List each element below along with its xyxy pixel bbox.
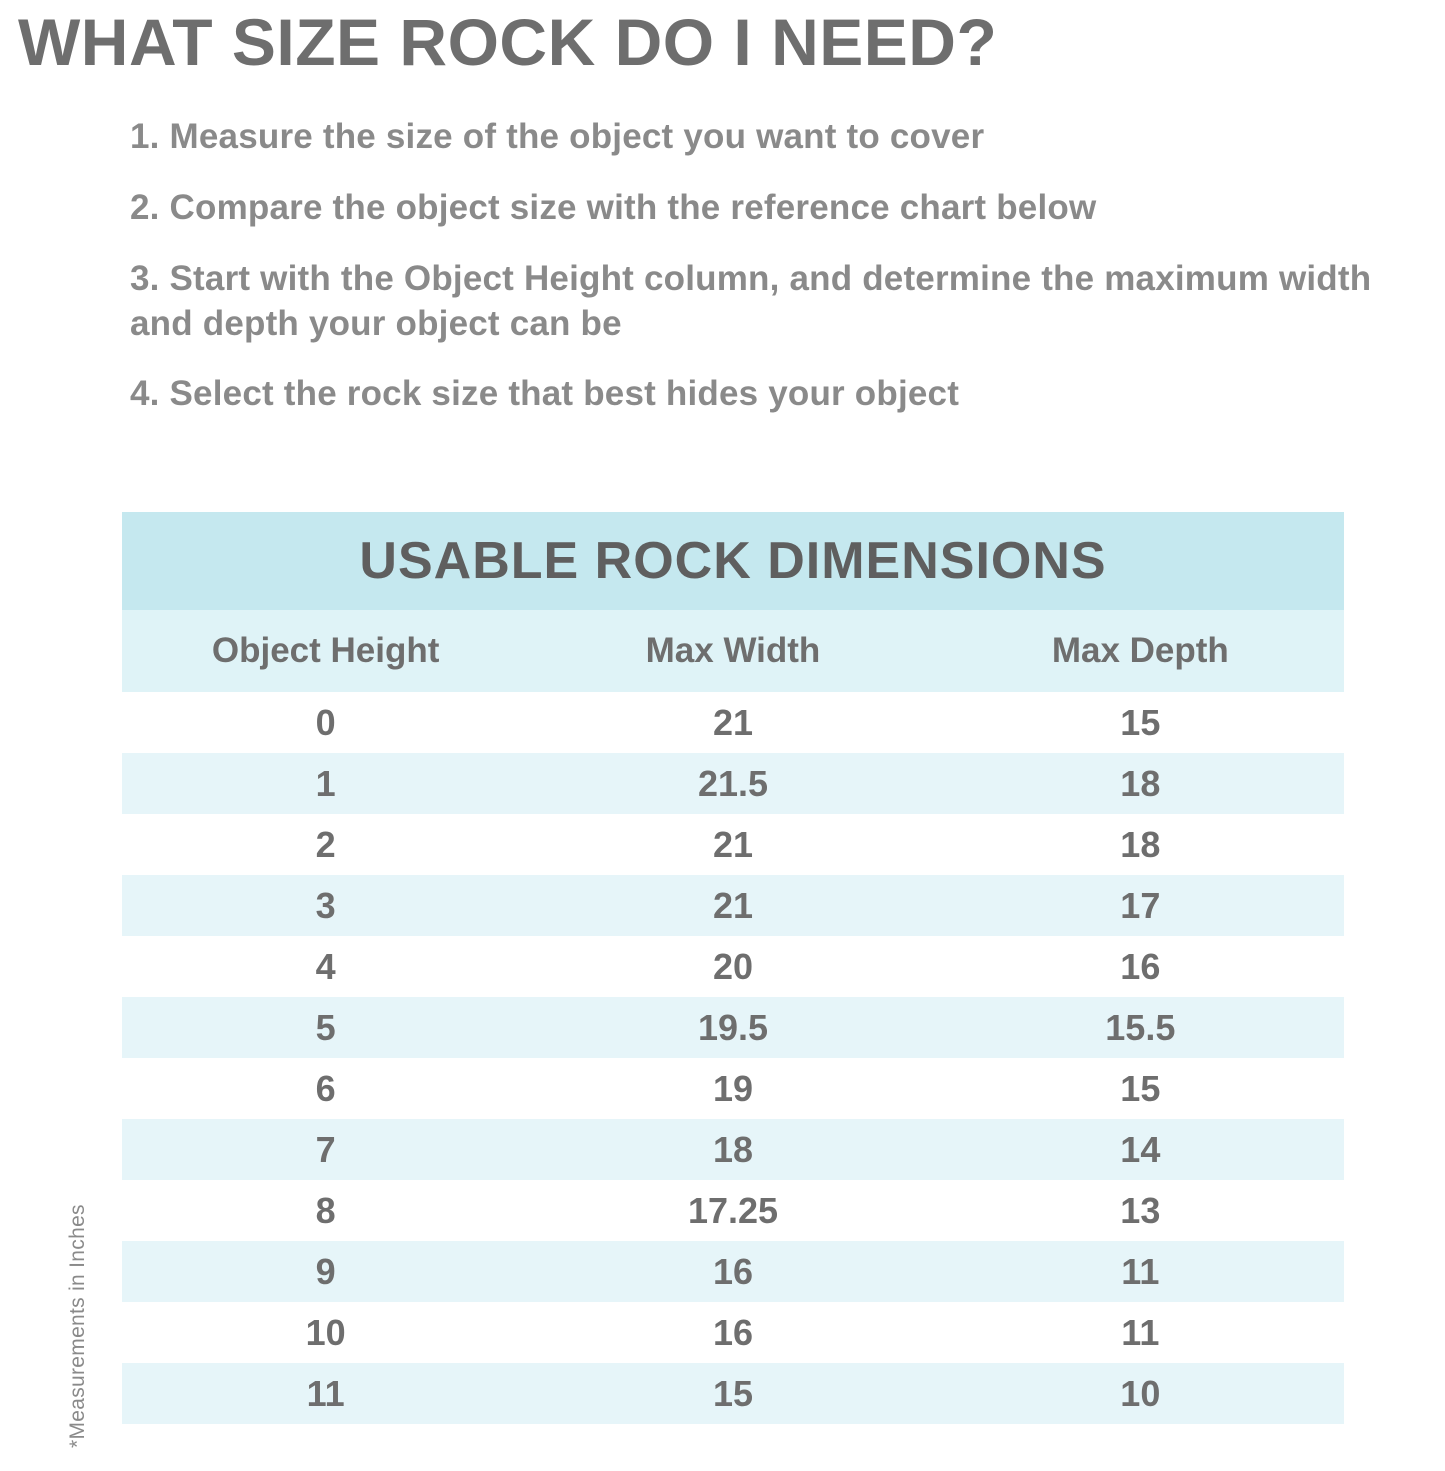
- cell-max-width: 19.5: [529, 997, 936, 1058]
- cell-object-height: 11: [122, 1363, 529, 1424]
- cell-object-height: 4: [122, 936, 529, 997]
- column-header-max-depth: [937, 610, 1344, 692]
- cell-max-depth: 16: [937, 936, 1344, 997]
- table-row: [122, 1058, 1344, 1119]
- cell-max-width: 16: [529, 1241, 936, 1302]
- instruction-step-2: 2. Compare the object size with the reference chart below: [130, 188, 1097, 228]
- column-header-max-width: [529, 610, 936, 692]
- instruction-step-4: 4. Select the rock size that best hides your object: [130, 374, 960, 414]
- cell-max-depth: 18: [937, 753, 1344, 814]
- table-banner-label: USABLE ROCK DIMENSIONS: [359, 532, 1107, 590]
- cell-object-height: 1: [122, 753, 529, 814]
- cell-max-depth: 18: [937, 814, 1344, 875]
- cell-object-height: 0: [122, 692, 529, 753]
- table-row: [122, 814, 1344, 875]
- cell-max-width: 18: [529, 1119, 936, 1180]
- cell-max-depth: 10: [937, 1363, 1344, 1424]
- cell-max-depth: 13: [937, 1180, 1344, 1241]
- table-row: [122, 875, 1344, 936]
- cell-max-depth: 15: [937, 692, 1344, 753]
- cell-max-depth: 11: [937, 1302, 1344, 1363]
- table-row: [122, 997, 1344, 1058]
- cell-object-height: 3: [122, 875, 529, 936]
- cell-max-depth: 14: [937, 1119, 1344, 1180]
- table-row: [122, 1180, 1344, 1241]
- usable-rock-dimensions-table: [122, 512, 1344, 1424]
- cell-max-depth: 15.5: [937, 997, 1344, 1058]
- instruction-step-1: 1. Measure the size of the object you want to cover: [130, 117, 985, 157]
- table-row: [122, 1119, 1344, 1180]
- instruction-step-3: 3. Start with the Object Height column, and determine the maximum width and depth your object can be: [130, 258, 1372, 343]
- cell-max-width: 16: [529, 1302, 936, 1363]
- footnote-measurements: [66, 768, 90, 1448]
- cell-object-height: 2: [122, 814, 529, 875]
- cell-max-width: 19: [529, 1058, 936, 1119]
- column-header-max-depth-label: Max Depth: [1051, 631, 1229, 670]
- cell-object-height: 6: [122, 1058, 529, 1119]
- cell-max-width: 21.5: [529, 753, 936, 814]
- cell-object-height: 7: [122, 1119, 529, 1180]
- footnote-label: *Measurements in Inches: [66, 1204, 89, 1448]
- column-header-object-height-label: Object Height: [211, 631, 440, 670]
- cell-max-depth: 17: [937, 875, 1344, 936]
- cell-max-width: 21: [529, 875, 936, 936]
- cell-max-depth: 15: [937, 1058, 1344, 1119]
- cell-object-height: 9: [122, 1241, 529, 1302]
- column-header-max-width-label: Max Width: [645, 631, 821, 670]
- cell-object-height: 8: [122, 1180, 529, 1241]
- cell-max-width: 21: [529, 692, 936, 753]
- table-row: [122, 692, 1344, 753]
- table-row: [122, 1302, 1344, 1363]
- cell-max-width: 15: [529, 1363, 936, 1424]
- table-header-row: [122, 610, 1344, 692]
- cell-max-depth: 11: [937, 1241, 1344, 1302]
- cell-max-width: 17.25: [529, 1180, 936, 1241]
- instructions-list: [0, 115, 1445, 417]
- page-title: WHAT SIZE ROCK DO I NEED?: [18, 5, 998, 79]
- cell-max-width: 21: [529, 814, 936, 875]
- cell-max-width: 20: [529, 936, 936, 997]
- table-banner-cell: [122, 512, 1344, 610]
- table-banner-row: [122, 512, 1344, 610]
- cell-object-height: 10: [122, 1302, 529, 1363]
- table-body: [122, 692, 1344, 1424]
- cell-object-height: 5: [122, 997, 529, 1058]
- table-row: [122, 753, 1344, 814]
- column-header-object-height: [122, 610, 529, 692]
- table-row: [122, 1241, 1344, 1302]
- table-row: [122, 936, 1344, 997]
- table-row: [122, 1363, 1344, 1424]
